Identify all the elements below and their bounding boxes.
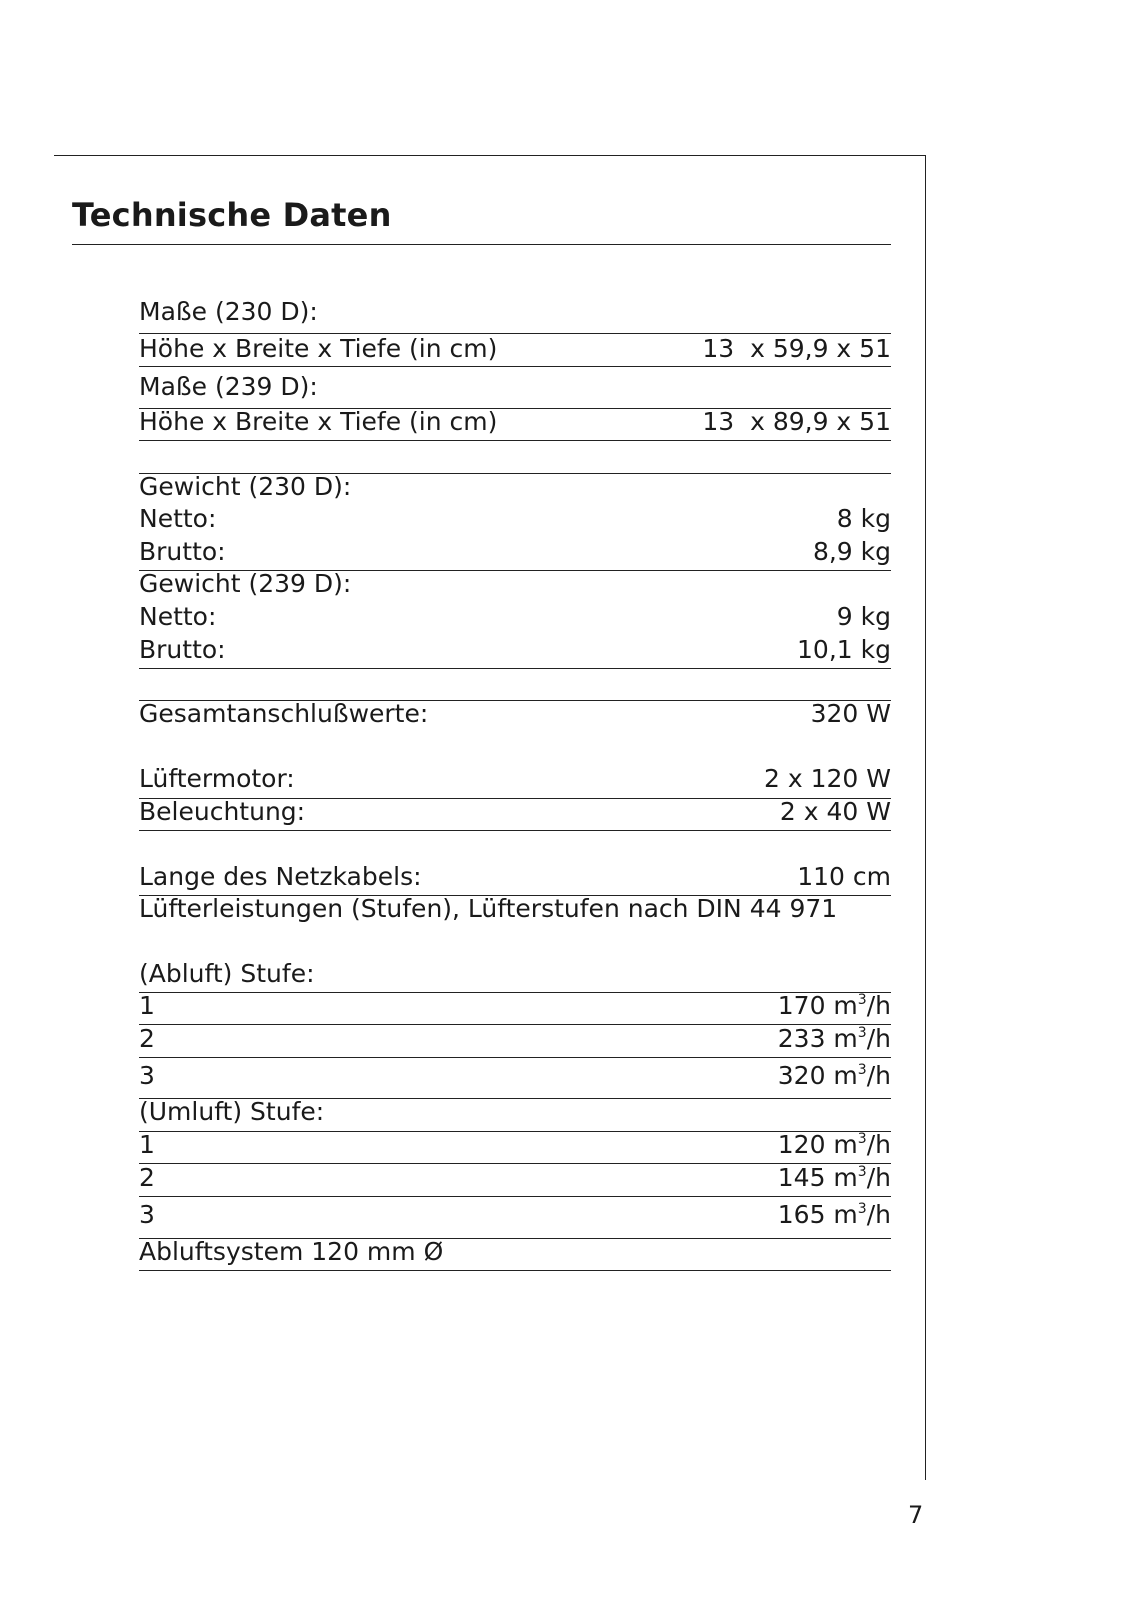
- unit-tail: /h: [866, 1163, 891, 1192]
- spec-row: [139, 502, 891, 536]
- unit-tail: /h: [866, 1024, 891, 1053]
- spec-value: 10,1 kg: [797, 635, 891, 664]
- value-text: 145 m: [777, 1163, 858, 1192]
- value-text: 120 m: [777, 1130, 858, 1159]
- spec-row: [139, 470, 891, 504]
- unit-superscript: 3: [857, 1164, 867, 1180]
- value-text: 233 m: [777, 1024, 858, 1053]
- spec-value: 13 x 59,9 x 51: [702, 334, 891, 363]
- spec-row: [139, 989, 891, 1023]
- spec-label: Lange des Netzkabels:: [139, 862, 422, 891]
- spec-value: 2 x 40 W: [779, 797, 891, 826]
- row-rule: [139, 440, 891, 441]
- value-text: 170 m: [777, 991, 858, 1020]
- spec-value: 2 x 120 W: [764, 764, 891, 793]
- unit-tail: /h: [866, 1200, 891, 1229]
- row-rule: [139, 1270, 891, 1271]
- spec-label: 1: [139, 991, 155, 1020]
- row-rule: [139, 830, 891, 831]
- spec-row: [139, 370, 891, 404]
- spec-row: [139, 697, 891, 731]
- spec-value: 13 x 89,9 x 51: [702, 407, 891, 436]
- spec-label: Lüfterleistungen (Stufen), Lüfterstufen nach DIN 44 971: [139, 894, 838, 923]
- page-number: 7: [908, 1501, 924, 1529]
- spec-row: [139, 535, 891, 569]
- unit-superscript: 3: [857, 992, 867, 1008]
- spec-row: [139, 405, 891, 439]
- spec-label: Gewicht (230 D):: [139, 472, 352, 501]
- spec-value: 8 kg: [836, 504, 891, 533]
- spec-label: 1: [139, 1130, 155, 1159]
- spec-row: [139, 1198, 891, 1232]
- spec-label: (Umluft) Stufe:: [139, 1097, 325, 1126]
- spec-row: [139, 762, 891, 796]
- unit-superscript: 3: [857, 1201, 867, 1217]
- spec-value: [778, 1128, 891, 1162]
- spec-label: 3: [139, 1061, 155, 1090]
- spec-label: Höhe x Breite x Tiefe (in cm): [139, 334, 498, 363]
- spec-label: 2: [139, 1024, 155, 1053]
- spec-label: Höhe x Breite x Tiefe (in cm): [139, 407, 498, 436]
- title-underline: [72, 244, 891, 245]
- spec-value: [778, 1022, 891, 1056]
- row-rule: [139, 366, 891, 367]
- spec-label: Beleuchtung:: [139, 797, 306, 826]
- spec-label: Netto:: [139, 504, 217, 533]
- unit-tail: /h: [866, 1061, 891, 1090]
- row-rule: [139, 1057, 891, 1058]
- spec-label: Brutto:: [139, 537, 226, 566]
- right-margin-rule: [925, 155, 926, 1480]
- spec-row: [139, 1095, 891, 1129]
- spec-value: [778, 989, 891, 1023]
- spec-row: [139, 892, 891, 926]
- spec-row: [139, 1059, 891, 1093]
- spec-value: 320 W: [810, 699, 891, 728]
- spec-row: [139, 633, 891, 667]
- spec-row: [139, 795, 891, 829]
- spec-row: [139, 332, 891, 366]
- spec-label: Gewicht (239 D):: [139, 569, 352, 598]
- spec-value: [778, 1198, 891, 1232]
- unit-superscript: 3: [857, 1062, 867, 1078]
- value-text: 165 m: [777, 1200, 858, 1229]
- spec-value: [778, 1161, 891, 1195]
- spec-row: [139, 1161, 891, 1195]
- unit-superscript: 3: [857, 1131, 867, 1147]
- spec-row: [139, 1235, 891, 1269]
- spec-label: 2: [139, 1163, 155, 1192]
- spec-row: [139, 1022, 891, 1056]
- spec-label: Abluftsystem 120 mm Ø: [139, 1237, 444, 1266]
- spec-row: [139, 600, 891, 634]
- spec-row: [139, 295, 891, 329]
- spec-label: Netto:: [139, 602, 217, 631]
- unit-tail: /h: [866, 1130, 891, 1159]
- value-text: 320 m: [777, 1061, 858, 1090]
- spec-row: [139, 957, 891, 991]
- row-rule: [139, 668, 891, 669]
- spec-label: 3: [139, 1200, 155, 1229]
- spec-value: [778, 1059, 891, 1093]
- spec-label: Maße (239 D):: [139, 372, 318, 401]
- spec-label: Lüftermotor:: [139, 764, 295, 793]
- spec-label: (Abluft) Stufe:: [139, 959, 315, 988]
- spec-row: [139, 567, 891, 601]
- spec-value: 110 cm: [797, 862, 891, 891]
- top-rule: [54, 155, 926, 156]
- unit-superscript: 3: [857, 1025, 867, 1041]
- spec-row: [139, 860, 891, 894]
- page-title: Technische Daten: [72, 196, 392, 234]
- unit-tail: /h: [866, 991, 891, 1020]
- spec-label: Gesamtanschlußwerte:: [139, 699, 429, 728]
- spec-value: 9 kg: [836, 602, 891, 631]
- spec-label: Maße (230 D):: [139, 297, 318, 326]
- spec-value: 8,9 kg: [812, 537, 891, 566]
- spec-row: [139, 1128, 891, 1162]
- row-rule: [139, 1196, 891, 1197]
- spec-label: Brutto:: [139, 635, 226, 664]
